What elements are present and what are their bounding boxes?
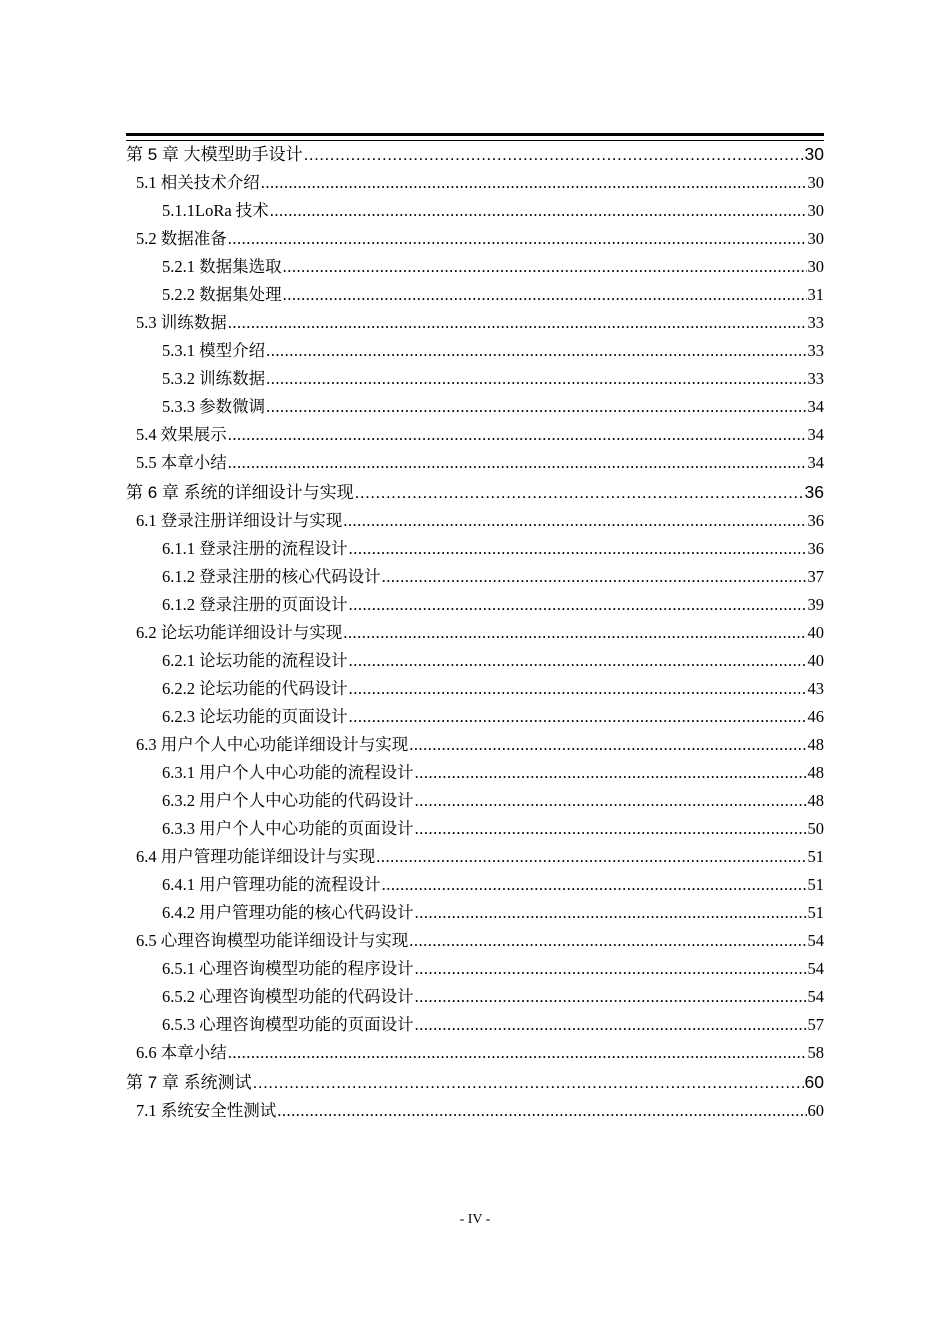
toc-entry-page: 30 bbox=[807, 229, 824, 248]
toc-entry-title: 6.2.2 论坛功能的代码设计 bbox=[162, 679, 348, 698]
toc-dot-leader bbox=[415, 983, 807, 1011]
toc-section-entry[interactable] bbox=[126, 675, 824, 703]
toc-section-entry[interactable] bbox=[126, 955, 824, 983]
toc-section-entry[interactable] bbox=[126, 1039, 824, 1067]
toc-entry-page: 48 bbox=[807, 763, 824, 782]
toc-dot-leader bbox=[266, 337, 806, 365]
toc-entry-title: 6.5.2 心理咨询模型功能的代码设计 bbox=[162, 987, 414, 1006]
toc-dot-leader bbox=[349, 647, 807, 675]
toc-entry-title: 6.5 心理咨询模型功能详细设计与实现 bbox=[136, 931, 409, 950]
toc-entry-title: 6.3.2 用户个人中心功能的代码设计 bbox=[162, 791, 414, 810]
toc-section-entry[interactable] bbox=[126, 787, 824, 815]
toc-entry-page: 48 bbox=[807, 791, 824, 810]
toc-section-entry[interactable] bbox=[126, 927, 824, 955]
toc-dot-leader bbox=[349, 703, 807, 731]
toc-dot-leader bbox=[415, 787, 807, 815]
toc-entry-title: 5.2 数据准备 bbox=[136, 229, 227, 248]
toc-section-entry[interactable] bbox=[126, 421, 824, 449]
toc-entry-title: 5.3 训练数据 bbox=[136, 313, 227, 332]
toc-entry-page: 36 bbox=[807, 539, 824, 558]
toc-section-entry[interactable] bbox=[126, 703, 824, 731]
toc-section-entry[interactable] bbox=[126, 619, 824, 647]
toc-section-entry[interactable] bbox=[126, 197, 824, 225]
toc-section-entry[interactable] bbox=[126, 871, 824, 899]
toc-entry-title: 6.1.1 登录注册的流程设计 bbox=[162, 539, 348, 558]
toc-dot-leader bbox=[266, 393, 806, 421]
toc-section-entry[interactable] bbox=[126, 253, 824, 281]
toc-entry-title: 5.3.1 模型介绍 bbox=[162, 341, 266, 360]
toc-dot-leader bbox=[266, 365, 806, 393]
toc-entry-page: 48 bbox=[807, 735, 824, 754]
toc-section-entry[interactable] bbox=[126, 507, 824, 535]
toc-dot-leader bbox=[270, 197, 807, 225]
toc-entry-title: 6.6 本章小结 bbox=[136, 1043, 227, 1062]
toc-section-entry[interactable] bbox=[126, 169, 824, 197]
toc-dot-leader bbox=[261, 169, 807, 197]
toc-entry-page: 33 bbox=[807, 369, 824, 388]
toc-section-entry[interactable] bbox=[126, 365, 824, 393]
toc-section-entry[interactable] bbox=[126, 591, 824, 619]
toc-entry-title: 5.1.1LoRa 技术 bbox=[162, 201, 269, 220]
toc-entry-page: 33 bbox=[807, 313, 824, 332]
toc-entry-page: 34 bbox=[807, 453, 824, 472]
toc-dot-leader bbox=[349, 675, 807, 703]
toc-dot-leader bbox=[343, 507, 806, 535]
toc-entry-page: 37 bbox=[807, 567, 824, 586]
toc-entry-page: 51 bbox=[807, 903, 824, 922]
toc-dot-leader bbox=[415, 759, 807, 787]
toc-section-entry[interactable] bbox=[126, 815, 824, 843]
toc-entry-title: 7.1 系统安全性测试 bbox=[136, 1101, 277, 1120]
toc-entry-title: 6.2.3 论坛功能的页面设计 bbox=[162, 707, 348, 726]
toc-entry-page: 43 bbox=[807, 679, 824, 698]
toc-entry-page: 30 bbox=[807, 257, 824, 276]
toc-dot-leader bbox=[283, 253, 807, 281]
toc-entry-page: 36 bbox=[804, 482, 824, 502]
toc-section-entry[interactable] bbox=[126, 535, 824, 563]
toc-section-entry[interactable] bbox=[126, 309, 824, 337]
toc-section-entry[interactable] bbox=[126, 281, 824, 309]
toc-entry-title: 6.3.3 用户个人中心功能的页面设计 bbox=[162, 819, 414, 838]
toc-entry-title: 6.3 用户个人中心功能详细设计与实现 bbox=[136, 735, 409, 754]
toc-dot-leader bbox=[349, 591, 807, 619]
toc-dot-leader bbox=[228, 1039, 807, 1067]
toc-section-entry[interactable] bbox=[126, 563, 824, 591]
toc-dot-leader bbox=[304, 140, 804, 170]
toc-section-entry[interactable] bbox=[126, 843, 824, 871]
toc-section-entry[interactable] bbox=[126, 983, 824, 1011]
table-of-contents bbox=[126, 139, 824, 1125]
toc-dot-leader bbox=[409, 927, 806, 955]
toc-entry-title: 5.4 效果展示 bbox=[136, 425, 227, 444]
toc-entry-page: 39 bbox=[807, 595, 824, 614]
toc-dot-leader bbox=[349, 535, 807, 563]
toc-entry-page: 34 bbox=[807, 397, 824, 416]
toc-entry-page: 40 bbox=[807, 651, 824, 670]
toc-entry-title: 5.2.2 数据集处理 bbox=[162, 285, 282, 304]
toc-entry-title: 6.1 登录注册详细设计与实现 bbox=[136, 511, 343, 530]
toc-chapter-entry[interactable] bbox=[126, 1067, 824, 1097]
toc-dot-leader bbox=[253, 1068, 804, 1098]
toc-dot-leader bbox=[415, 955, 807, 983]
toc-entry-title: 5.3.2 训练数据 bbox=[162, 369, 266, 388]
toc-entry-title: 5.1 相关技术介绍 bbox=[136, 173, 260, 192]
toc-dot-leader bbox=[283, 281, 807, 309]
toc-dot-leader bbox=[409, 731, 806, 759]
toc-entry-page: 46 bbox=[807, 707, 824, 726]
toc-entry-title: 第 5 章 大模型助手设计 bbox=[126, 145, 303, 164]
toc-entry-title: 6.5.3 心理咨询模型功能的页面设计 bbox=[162, 1015, 414, 1034]
toc-entry-page: 40 bbox=[807, 623, 824, 642]
toc-entry-page: 54 bbox=[807, 931, 824, 950]
toc-section-entry[interactable] bbox=[126, 1011, 824, 1039]
toc-entry-title: 6.1.2 登录注册的页面设计 bbox=[162, 595, 348, 614]
toc-entry-page: 51 bbox=[807, 847, 824, 866]
toc-section-entry[interactable] bbox=[126, 759, 824, 787]
toc-dot-leader bbox=[415, 1011, 807, 1039]
toc-entry-page: 30 bbox=[804, 144, 824, 164]
toc-entry-title: 6.2 论坛功能详细设计与实现 bbox=[136, 623, 343, 642]
toc-dot-leader bbox=[382, 871, 807, 899]
toc-dot-leader bbox=[415, 899, 807, 927]
toc-section-entry[interactable] bbox=[126, 899, 824, 927]
toc-dot-leader bbox=[355, 478, 804, 508]
toc-entry-title: 6.1.2 登录注册的核心代码设计 bbox=[162, 567, 381, 586]
toc-entry-page: 60 bbox=[807, 1101, 824, 1120]
toc-dot-leader bbox=[277, 1097, 806, 1125]
toc-section-entry[interactable] bbox=[126, 393, 824, 421]
toc-entry-title: 5.3.3 参数微调 bbox=[162, 397, 266, 416]
toc-entry-title: 第 6 章 系统的详细设计与实现 bbox=[126, 483, 354, 502]
toc-entry-page: 50 bbox=[807, 819, 824, 838]
toc-entry-page: 36 bbox=[807, 511, 824, 530]
toc-entry-page: 30 bbox=[807, 201, 824, 220]
toc-entry-page: 51 bbox=[807, 875, 824, 894]
toc-entry-page: 54 bbox=[807, 959, 824, 978]
toc-entry-page: 31 bbox=[807, 285, 824, 304]
toc-entry-page: 58 bbox=[807, 1043, 824, 1062]
toc-entry-title: 6.4.2 用户管理功能的核心代码设计 bbox=[162, 903, 414, 922]
toc-entry-title: 6.3.1 用户个人中心功能的流程设计 bbox=[162, 763, 414, 782]
toc-dot-leader bbox=[415, 815, 807, 843]
toc-entry-page: 54 bbox=[807, 987, 824, 1006]
toc-entry-page: 34 bbox=[807, 425, 824, 444]
toc-entry-page: 33 bbox=[807, 341, 824, 360]
toc-entry-title: 6.2.1 论坛功能的流程设计 bbox=[162, 651, 348, 670]
page-number-footer: - IV - bbox=[459, 1212, 491, 1227]
toc-entry-page: 57 bbox=[807, 1015, 824, 1034]
toc-section-entry[interactable] bbox=[126, 647, 824, 675]
toc-dot-leader bbox=[376, 843, 806, 871]
toc-dot-leader bbox=[228, 309, 807, 337]
toc-entry-title: 第 7 章 系统测试 bbox=[126, 1073, 252, 1092]
toc-entry-page: 30 bbox=[807, 173, 824, 192]
toc-entry-title: 5.5 本章小结 bbox=[136, 453, 227, 472]
toc-entry-page: 60 bbox=[804, 1072, 824, 1092]
toc-section-entry[interactable] bbox=[126, 225, 824, 253]
toc-entry-title: 6.5.1 心理咨询模型功能的程序设计 bbox=[162, 959, 414, 978]
toc-section-entry[interactable] bbox=[126, 731, 824, 759]
toc-dot-leader bbox=[228, 225, 807, 253]
toc-dot-leader bbox=[382, 563, 807, 591]
toc-chapter-entry[interactable] bbox=[126, 477, 824, 507]
toc-entry-title: 5.2.1 数据集选取 bbox=[162, 257, 282, 276]
toc-section-entry[interactable] bbox=[126, 337, 824, 365]
toc-entry-title: 6.4 用户管理功能详细设计与实现 bbox=[136, 847, 376, 866]
toc-chapter-entry[interactable] bbox=[126, 139, 824, 169]
toc-section-entry[interactable] bbox=[126, 449, 824, 477]
toc-entry-title: 6.4.1 用户管理功能的流程设计 bbox=[162, 875, 381, 894]
toc-dot-leader bbox=[343, 619, 806, 647]
toc-dot-leader bbox=[228, 421, 807, 449]
toc-dot-leader bbox=[228, 449, 807, 477]
toc-section-entry[interactable] bbox=[126, 1097, 824, 1125]
